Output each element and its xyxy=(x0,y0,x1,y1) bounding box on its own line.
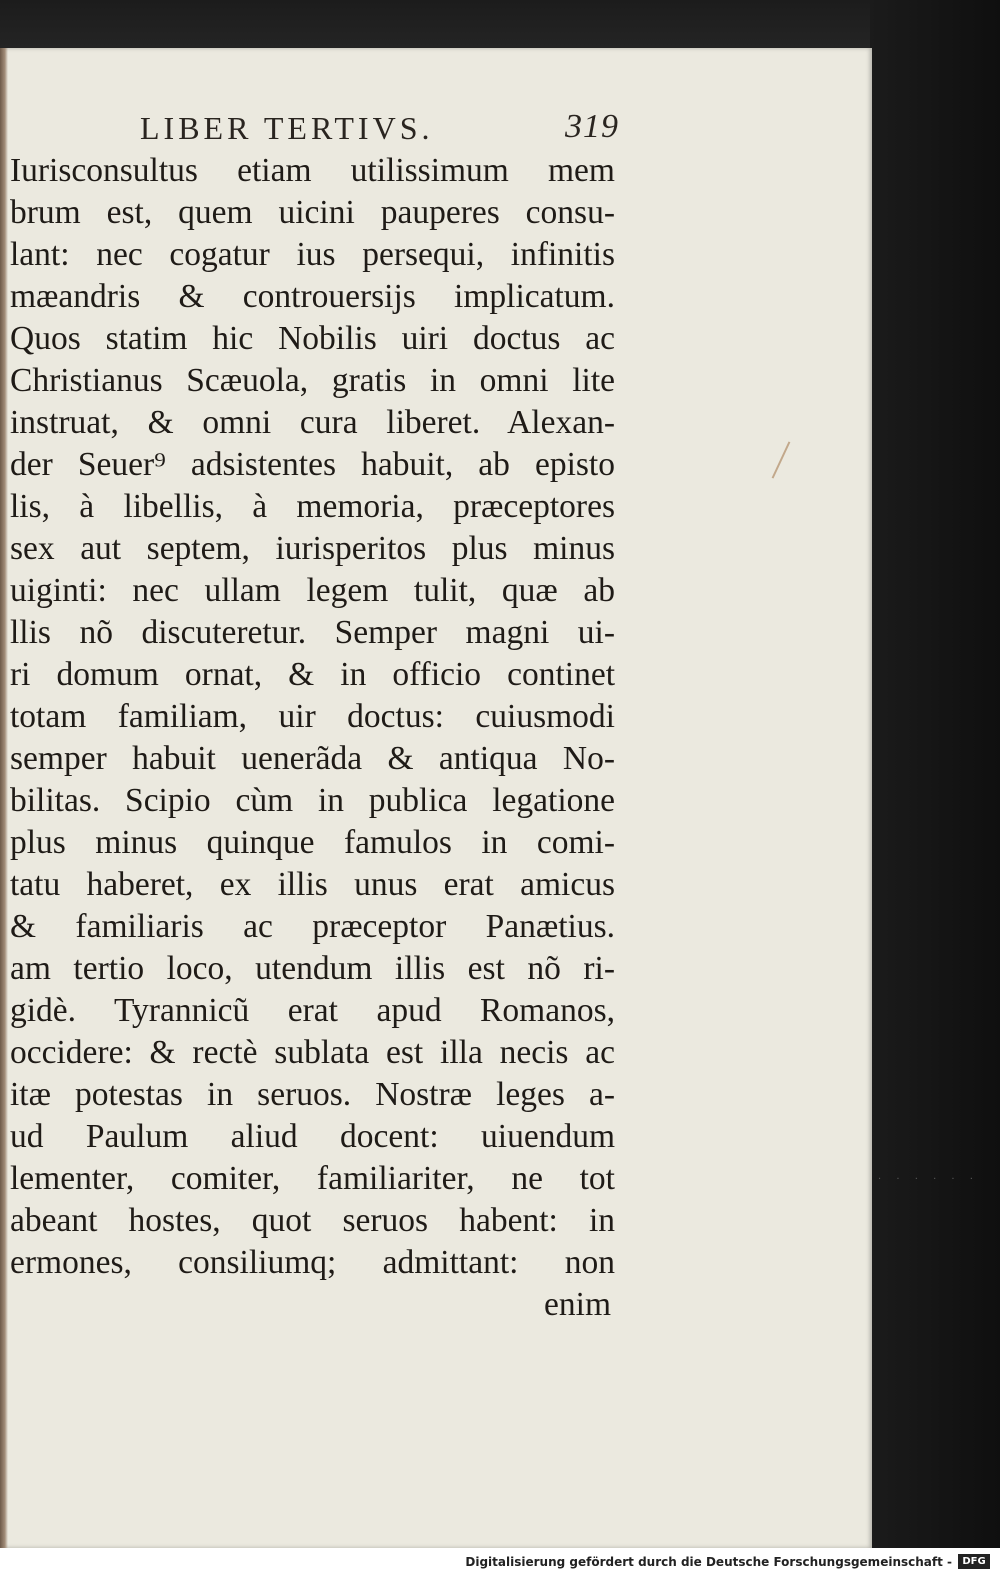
text-line: ri domum ornat, & in officio continet xyxy=(10,656,615,693)
digitization-credit: Digitalisierung gefördert durch die Deutsche Forschungsgemeinschaft - xyxy=(465,1555,952,1569)
text-line: Quos statim hic Nobilis uiri doctus ac xyxy=(10,320,615,357)
scan-background-top xyxy=(0,0,1000,48)
text-line: am tertio loco, utendum illis est nõ ri- xyxy=(10,950,615,987)
text-line: brum est, quem uicini pauperes consu- xyxy=(10,194,615,231)
dotted-edge-marks: · · · · · · xyxy=(878,1174,979,1185)
catchword: enim xyxy=(544,1286,611,1323)
text-line: ermones, consiliumq; admittant: non xyxy=(10,1244,615,1281)
page-header xyxy=(120,110,640,150)
text-line: occidere: & rectè sublata est illa necis ac xyxy=(10,1034,615,1071)
page-number: 319 xyxy=(565,108,619,145)
text-line: semper habuit uenerãda & antiqua No- xyxy=(10,740,615,777)
text-line: mæandris & controuersijs implicatum. xyxy=(10,278,615,315)
text-line: gidè. Tyrannicũ erat apud Romanos, xyxy=(10,992,615,1029)
running-title: LIBER TERTIVS. xyxy=(140,110,434,146)
text-line: sex aut septem, iurisperitos plus minus xyxy=(10,530,615,567)
text-line: tatu haberet, ex illis unus erat amicus xyxy=(10,866,615,903)
text-line: lementer, comiter, familiariter, ne tot xyxy=(10,1160,615,1197)
text-line: abeant hostes, quot seruos habent: in xyxy=(10,1202,615,1239)
text-line: itæ potestas in seruos. Nostræ leges a- xyxy=(10,1076,615,1113)
text-line: Christianus Scæuola, gratis in omni lite xyxy=(10,362,615,399)
text-line: der Seuer⁹ adsistentes habuit, ab episto xyxy=(10,446,615,483)
text-line: ud Paulum aliud docent: uiuendum xyxy=(10,1118,615,1155)
text-line: instruat, & omni cura liberet. Alexan- xyxy=(10,404,615,441)
text-line: lant: nec cogatur ius persequi, infinitis xyxy=(10,236,615,273)
text-line: & familiaris ac præceptor Panætius. xyxy=(10,908,615,945)
text-line: uiginti: nec ullam legem tulit, quæ ab xyxy=(10,572,615,609)
scan-background-right xyxy=(870,0,1000,1584)
body-text xyxy=(10,150,615,1326)
text-line: lis, à libellis, à memoria, præceptores xyxy=(10,488,615,525)
text-line: bilitas. Scipio cùm in publica legatione xyxy=(10,782,615,819)
text-line: llis nõ discuteretur. Semper magni ui- xyxy=(10,614,615,651)
text-line: Iurisconsultus etiam utilissimum mem xyxy=(10,152,615,189)
text-line: plus minus quinque famulos in comi- xyxy=(10,824,615,861)
text-line: totam familiam, uir doctus: cuiusmodi xyxy=(10,698,615,735)
page-spine-edge xyxy=(0,48,8,1548)
dfg-logo: DFG xyxy=(958,1554,990,1569)
